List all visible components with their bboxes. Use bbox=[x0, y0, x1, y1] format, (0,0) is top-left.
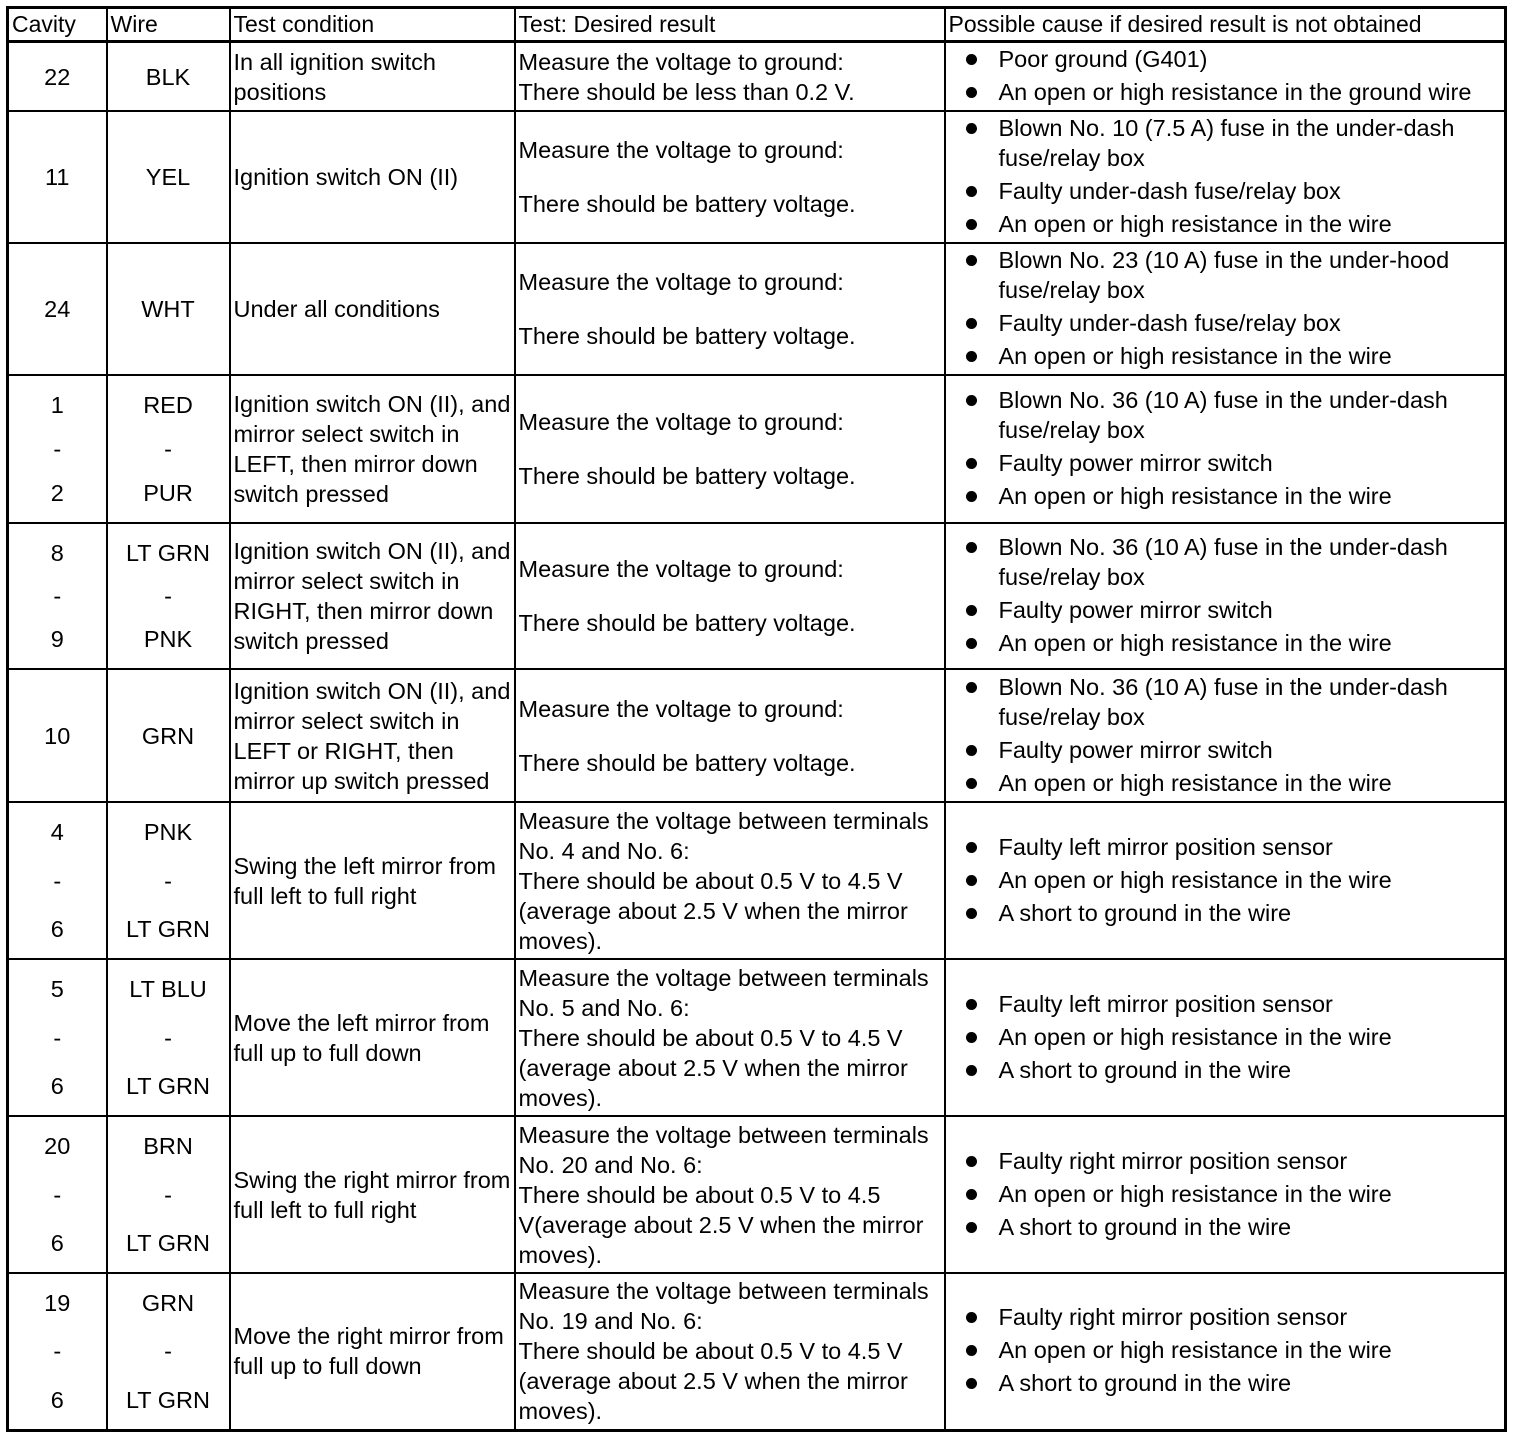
table-row bbox=[8, 243, 1506, 375]
desired-result-cell bbox=[515, 111, 945, 243]
possible-cause-cell bbox=[945, 1116, 1506, 1273]
test-condition-cell bbox=[230, 1116, 515, 1273]
test-condition-cell bbox=[230, 802, 515, 959]
cause-list bbox=[949, 532, 1502, 658]
wire-cell-value: LT GRN bbox=[125, 1386, 210, 1413]
desired-result-line: There should be about 0.5 V to 4.5 V (average about 2.5 V when the mirror moves). bbox=[518, 1024, 908, 1111]
cavity-cell-value: - bbox=[53, 867, 62, 894]
cavity-cell-value: - bbox=[53, 436, 62, 462]
cavity-cell-value: 24 bbox=[44, 296, 71, 322]
cavity-cell-value: 11 bbox=[45, 164, 70, 190]
desired-result-line: There should be battery voltage. bbox=[518, 191, 856, 217]
cavity-cell bbox=[8, 959, 107, 1116]
desired-result-cell bbox=[515, 375, 945, 523]
desired-result-line: Measure the voltage to ground: bbox=[518, 409, 844, 435]
wire-cell-value: - bbox=[164, 436, 172, 462]
desired-result-line: Measure the voltage to ground: bbox=[518, 269, 844, 295]
test-condition-text: Move the right mirror from full up to full down bbox=[233, 1323, 504, 1380]
desired-result-line: Measure the voltage to ground: bbox=[518, 48, 844, 75]
desired-result-cell bbox=[515, 243, 945, 375]
cavity-cell-value: 4 bbox=[50, 819, 64, 845]
wire-cell bbox=[107, 1273, 230, 1430]
cause-list-item: Poor ground (G401) bbox=[949, 44, 1502, 74]
cause-list-item: An open or high resistance in the wire bbox=[949, 1022, 1502, 1052]
test-condition-text: Swing the left mirror from full left to full right bbox=[233, 852, 496, 909]
header-possible-cause: Possible cause if desired result is not obtained bbox=[945, 8, 1506, 42]
cause-list-item: Faulty under-dash fuse/relay box bbox=[949, 308, 1502, 338]
wire-cell bbox=[107, 959, 230, 1116]
desired-result-line: There should be less than 0.2 V. bbox=[518, 78, 855, 105]
desired-result-cell bbox=[515, 1116, 945, 1273]
cause-list bbox=[949, 113, 1502, 239]
cause-list-item: Faulty power mirror switch bbox=[949, 448, 1502, 478]
desired-result-cell bbox=[515, 42, 945, 112]
cavity-cell bbox=[8, 1116, 107, 1273]
cavity-cell-value: 10 bbox=[44, 722, 71, 749]
cause-list bbox=[949, 245, 1502, 371]
test-condition-cell bbox=[230, 523, 515, 669]
cavity-cell-value: 6 bbox=[50, 1386, 64, 1413]
test-condition-cell bbox=[230, 42, 515, 112]
wire-cell-value: LT GRN bbox=[125, 1230, 210, 1256]
test-condition-text: Move the left mirror from full up to full down bbox=[233, 1009, 490, 1066]
cavity-cell-value: 1 bbox=[50, 392, 64, 418]
cause-list-item: Faulty right mirror position sensor bbox=[949, 1302, 1502, 1332]
header-desired-result: Test: Desired result bbox=[515, 8, 945, 42]
cavity-cell bbox=[8, 375, 107, 523]
cause-list-item: An open or high resistance in the wire bbox=[949, 481, 1502, 511]
header-row bbox=[8, 8, 1506, 42]
cause-list bbox=[949, 1302, 1502, 1398]
cause-list bbox=[949, 44, 1502, 107]
cause-list-item: An open or high resistance in the wire bbox=[949, 1179, 1502, 1209]
cause-list-item: Faulty left mirror position sensor bbox=[949, 832, 1502, 862]
desired-result-line: There should be battery voltage. bbox=[518, 463, 856, 489]
possible-cause-cell bbox=[945, 42, 1506, 112]
desired-result-line: There should be about 0.5 V to 4.5 V(average about 2.5 V when the mirror moves). bbox=[518, 1181, 924, 1268]
desired-result-cell bbox=[515, 1273, 945, 1430]
test-condition-text: In all ignition switch positions bbox=[233, 48, 436, 105]
cause-list-item: Faulty power mirror switch bbox=[949, 595, 1502, 625]
cause-list-item: Blown No. 36 (10 A) fuse in the under-dash fuse/relay box bbox=[949, 532, 1502, 592]
desired-result-line: Measure the voltage between terminals No. 20 and No. 6: bbox=[518, 1121, 929, 1178]
wire-cell-value: GRN bbox=[141, 1289, 195, 1316]
wire-cell-value: PUR bbox=[143, 480, 193, 506]
desired-result-line: Measure the voltage to ground: bbox=[518, 556, 844, 582]
cause-list-item: An open or high resistance in the wire bbox=[949, 628, 1502, 658]
table-row bbox=[8, 523, 1506, 669]
wire-cell-value: PNK bbox=[143, 626, 193, 652]
desired-result-line: Measure the voltage between terminals No. 4 and No. 6: bbox=[518, 807, 929, 864]
test-condition-text: Under all conditions bbox=[233, 296, 440, 322]
cavity-cell bbox=[8, 1273, 107, 1430]
wire-cell-value: - bbox=[164, 583, 172, 609]
wire-cell-value: - bbox=[164, 1181, 172, 1208]
wire-cell-value: RED bbox=[143, 392, 193, 418]
cause-list-item: Blown No. 36 (10 A) fuse in the under-dash fuse/relay box bbox=[949, 385, 1502, 445]
cause-list-item: A short to ground in the wire bbox=[949, 1212, 1502, 1242]
wire-cell-value: LT BLU bbox=[129, 976, 207, 1002]
cavity-cell bbox=[8, 243, 107, 375]
header-wire: Wire bbox=[107, 8, 230, 42]
wire-cell-value: - bbox=[164, 1338, 172, 1365]
desired-result-line: There should be battery voltage. bbox=[518, 749, 856, 776]
cause-list-item: An open or high resistance in the wire bbox=[949, 209, 1502, 239]
cavity-cell-value: 6 bbox=[50, 916, 64, 942]
wire-cell bbox=[107, 111, 230, 243]
cause-list-item: An open or high resistance in the wire bbox=[949, 341, 1502, 371]
test-condition-text: Ignition switch ON (II) bbox=[233, 164, 459, 190]
test-condition-text: Swing the right mirror from full left to full right bbox=[233, 1166, 511, 1223]
cavity-cell-value: 20 bbox=[44, 1133, 71, 1159]
cause-list-item: Faulty right mirror position sensor bbox=[949, 1146, 1502, 1176]
possible-cause-cell bbox=[945, 959, 1506, 1116]
possible-cause-cell bbox=[945, 243, 1506, 375]
cause-list-item: Faulty left mirror position sensor bbox=[949, 989, 1502, 1019]
table-row bbox=[8, 375, 1506, 523]
desired-result-line: Measure the voltage to ground: bbox=[518, 695, 844, 722]
table-row bbox=[8, 1273, 1506, 1430]
test-condition-cell bbox=[230, 959, 515, 1116]
test-condition-text: Ignition switch ON (II), and mirror select switch in LEFT, then mirror down switch pressed bbox=[233, 391, 511, 507]
header-cavity: Cavity bbox=[8, 8, 107, 42]
cause-list bbox=[949, 832, 1502, 928]
cavity-cell bbox=[8, 523, 107, 669]
cavity-cell-value: 6 bbox=[50, 1230, 64, 1256]
cause-list-item: Blown No. 23 (10 A) fuse in the under-hood fuse/relay box bbox=[949, 245, 1502, 305]
cause-list-item: Blown No. 36 (10 A) fuse in the under-dash fuse/relay box bbox=[949, 672, 1502, 732]
test-condition-cell bbox=[230, 669, 515, 802]
table-row bbox=[8, 111, 1506, 243]
table-row bbox=[8, 42, 1506, 112]
possible-cause-cell bbox=[945, 1273, 1506, 1430]
cavity-cell-value: 2 bbox=[50, 480, 64, 506]
cause-list-item: An open or high resistance in the wire bbox=[949, 768, 1502, 798]
table-row bbox=[8, 959, 1506, 1116]
cause-list-item: A short to ground in the wire bbox=[949, 1368, 1502, 1398]
cavity-cell-value: - bbox=[53, 583, 62, 609]
cavity-cell-value: 6 bbox=[50, 1073, 64, 1099]
wire-cell bbox=[107, 243, 230, 375]
cause-list-item: A short to ground in the wire bbox=[949, 898, 1502, 928]
cause-list bbox=[949, 989, 1502, 1085]
test-condition-text: Ignition switch ON (II), and mirror select switch in LEFT or RIGHT, then mirror up switch pressed bbox=[233, 677, 511, 794]
desired-result-cell bbox=[515, 959, 945, 1116]
test-condition-cell bbox=[230, 1273, 515, 1430]
wire-cell-value: - bbox=[164, 1024, 172, 1051]
desired-result-cell bbox=[515, 802, 945, 959]
wire-cell-value: BLK bbox=[145, 63, 191, 90]
cavity-cell-value: - bbox=[53, 1024, 62, 1051]
cause-list bbox=[949, 385, 1502, 511]
wire-cell-value: - bbox=[164, 867, 172, 894]
possible-cause-cell bbox=[945, 802, 1506, 959]
cavity-cell-value: 9 bbox=[50, 626, 64, 652]
wire-cell-value: WHT bbox=[141, 296, 195, 322]
cavity-cell-value: - bbox=[53, 1181, 62, 1208]
desired-result-line: Measure the voltage between terminals No. 5 and No. 6: bbox=[518, 964, 929, 1021]
cause-list-item: An open or high resistance in the wire bbox=[949, 865, 1502, 895]
desired-result-line: Measure the voltage between terminals No. 19 and No. 6: bbox=[518, 1278, 929, 1335]
cavity-cell bbox=[8, 802, 107, 959]
test-condition-cell bbox=[230, 243, 515, 375]
desired-result-cell bbox=[515, 669, 945, 802]
table-row bbox=[8, 669, 1506, 802]
table-row bbox=[8, 802, 1506, 959]
cause-list-item: Blown No. 10 (7.5 A) fuse in the under-dash fuse/relay box bbox=[949, 113, 1502, 173]
cavity-cell-value: 5 bbox=[50, 976, 64, 1002]
wire-cell-value: LT GRN bbox=[125, 916, 210, 942]
wire-cell-value: PNK bbox=[143, 819, 193, 845]
possible-cause-cell bbox=[945, 111, 1506, 243]
table-row bbox=[8, 1116, 1506, 1273]
wire-cell-value: BRN bbox=[143, 1133, 193, 1159]
desired-result-line: There should be about 0.5 V to 4.5 V (average about 2.5 V when the mirror moves). bbox=[518, 867, 908, 954]
wire-cell-value: YEL bbox=[145, 164, 191, 190]
cavity-cell-value: - bbox=[53, 1338, 62, 1365]
wire-cell-value: GRN bbox=[141, 722, 195, 749]
wire-cell bbox=[107, 375, 230, 523]
cause-list-item: Faulty under-dash fuse/relay box bbox=[949, 176, 1502, 206]
test-condition-cell bbox=[230, 111, 515, 243]
cause-list bbox=[949, 1146, 1502, 1242]
wire-cell bbox=[107, 1116, 230, 1273]
desired-result-line: There should be battery voltage. bbox=[518, 610, 856, 636]
cavity-cell bbox=[8, 42, 107, 112]
desired-result-line: There should be about 0.5 V to 4.5 V (average about 2.5 V when the mirror moves). bbox=[518, 1338, 908, 1425]
cause-list bbox=[949, 672, 1502, 798]
cause-list-item: A short to ground in the wire bbox=[949, 1055, 1502, 1085]
test-condition-text: Ignition switch ON (II), and mirror select switch in RIGHT, then mirror down switch pressed bbox=[233, 538, 511, 654]
cavity-cell-value: 19 bbox=[44, 1289, 71, 1316]
header-test-condition: Test condition bbox=[230, 8, 515, 42]
cavity-cell bbox=[8, 111, 107, 243]
desired-result-cell bbox=[515, 523, 945, 669]
cause-list-item: An open or high resistance in the wire bbox=[949, 1335, 1502, 1365]
cause-list-item: Faulty power mirror switch bbox=[949, 735, 1502, 765]
cavity-cell-value: 22 bbox=[44, 63, 71, 90]
wire-cell bbox=[107, 802, 230, 959]
cavity-cell-value: 8 bbox=[50, 540, 64, 566]
wire-cell-value: LT GRN bbox=[125, 540, 210, 566]
wire-cell bbox=[107, 669, 230, 802]
cavity-cell bbox=[8, 669, 107, 802]
wire-cell bbox=[107, 523, 230, 669]
wire-cell-value: LT GRN bbox=[125, 1073, 210, 1099]
test-condition-cell bbox=[230, 375, 515, 523]
cause-list-item: An open or high resistance in the ground wire bbox=[949, 77, 1502, 107]
possible-cause-cell bbox=[945, 669, 1506, 802]
wire-cell bbox=[107, 42, 230, 112]
desired-result-line: Measure the voltage to ground: bbox=[518, 137, 844, 163]
diagnostic-table bbox=[6, 6, 1507, 1432]
desired-result-line: There should be battery voltage. bbox=[518, 323, 856, 349]
possible-cause-cell bbox=[945, 375, 1506, 523]
possible-cause-cell bbox=[945, 523, 1506, 669]
